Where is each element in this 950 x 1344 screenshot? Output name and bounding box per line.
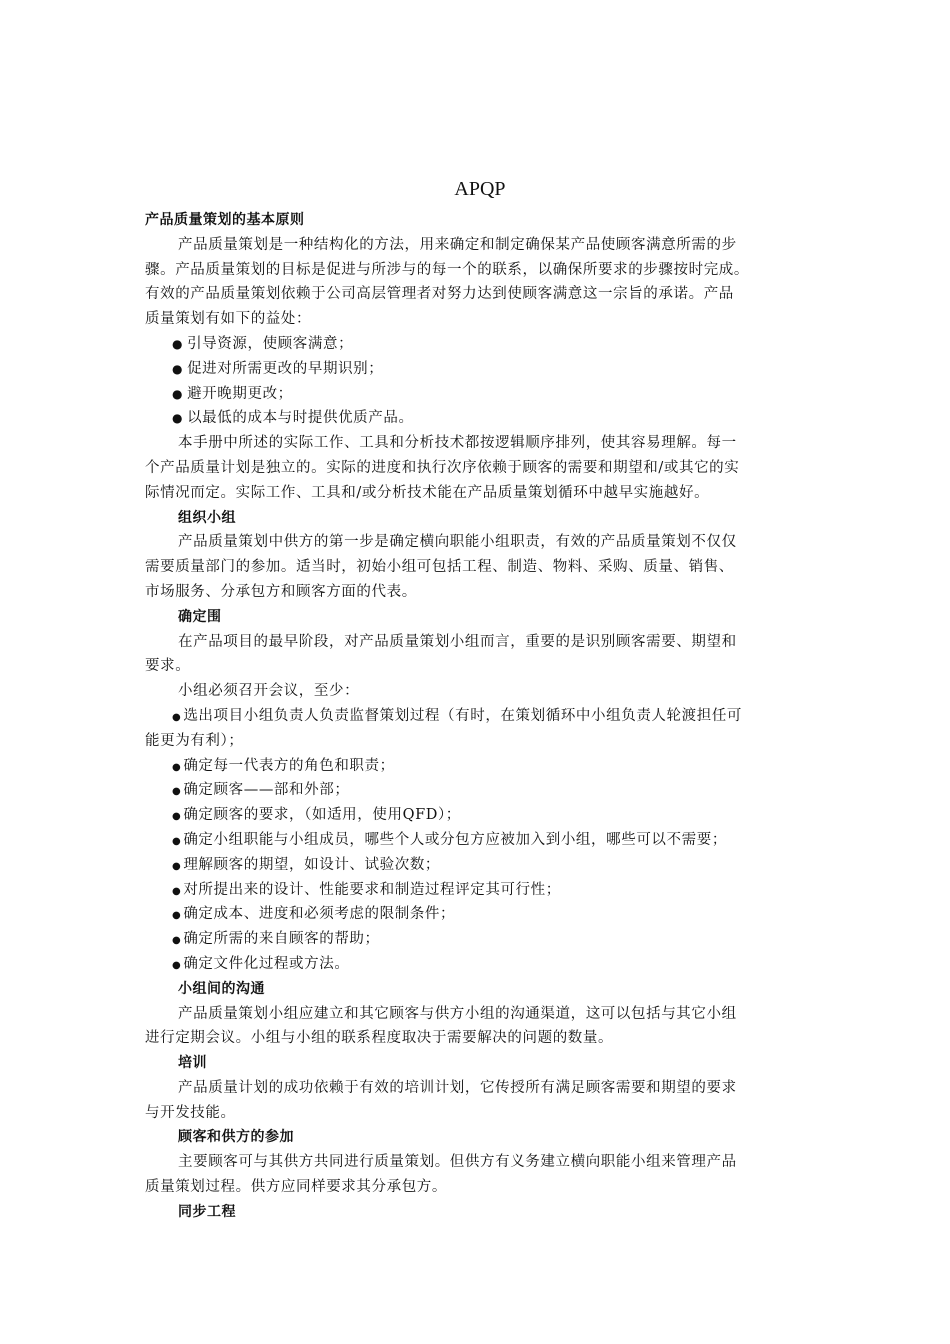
meeting-item xyxy=(145,778,815,803)
meeting-text: 确定每一代表方的角色和职责； xyxy=(183,757,395,774)
paragraph-line: 进行定期会议。小组与小组的联系程度取决于需要解决的问题的数量。 xyxy=(145,1030,614,1047)
paragraph-line: 需要质量部门的参加。适当时，初始小组可包括工程、制造、物料、采购、质量、销售、 xyxy=(145,559,734,576)
paragraph-line: 产品质量策划小组应建立和其它顾客与供方小组的沟通渠道，这可以包括与其它小组 xyxy=(178,1005,737,1022)
benefit-item xyxy=(145,357,815,382)
benefit-text: 以最低的成本与时提供优质产品。 xyxy=(187,410,414,427)
paragraph-line: 小组必须召开会议，至少： xyxy=(178,683,360,700)
paragraph-line: 有效的产品质量策划依赖于公司高层管理者对努力达到使顾客满意这一宗旨的承诺。产品 xyxy=(145,286,734,303)
bullet-icon: ● xyxy=(172,411,184,426)
section-heading-principles: 产品质量策划的基本原则 xyxy=(145,212,305,228)
meeting-item xyxy=(145,803,815,828)
document-page xyxy=(145,170,815,1225)
bullet-icon: ● xyxy=(172,860,182,872)
meeting-item xyxy=(145,828,815,853)
paragraph-line: 骤。产品质量策划的目标是促进与所涉与的每一个的联系，以确保所要求的步骤按时完成。 xyxy=(145,261,749,278)
paragraph-line: 质量策划有如下的益处： xyxy=(145,311,312,328)
paragraph-line: 要求。 xyxy=(145,658,191,675)
meeting-text: 确定顾客的要求，（如适用，使用QFD）； xyxy=(183,807,461,824)
paragraph-line: 个产品质量计划是独立的。实际的进度和执行次序依赖于顾客的需要和期望和/或其它的实 xyxy=(145,459,740,476)
benefit-item xyxy=(145,406,815,431)
bullet-icon: ● xyxy=(172,361,184,376)
bullet-icon: ● xyxy=(172,786,182,798)
bullet-icon: ● xyxy=(172,386,184,401)
meeting-text: 确定小组职能与小组成员，哪些个人或分包方应被加入到小组，哪些可以不需要； xyxy=(183,831,727,848)
bullet-icon: ● xyxy=(172,336,184,351)
meeting-item xyxy=(145,853,815,878)
meeting-item xyxy=(145,952,815,977)
meeting-text: 确定所需的来自顾客的帮助； xyxy=(183,931,380,948)
paragraph-line: 与开发技能。 xyxy=(145,1104,236,1121)
section-heading-concurrent-engineering: 同步工程 xyxy=(178,1203,236,1220)
bullet-icon: ● xyxy=(172,835,182,847)
paragraph-line: 际情况而定。实际工作、工具和/或分析技术能在产品质量策划循环中越早实施越好。 xyxy=(145,484,710,501)
paragraph-line: 产品质量计划的成功依赖于有效的培训计划，它传授所有满足顾客需要和期望的要求 xyxy=(178,1079,737,1096)
bullet-icon: ● xyxy=(172,935,182,947)
section-heading-training: 培训 xyxy=(178,1055,207,1072)
paragraph-line: 市场服务、分承包方和顾客方面的代表。 xyxy=(145,583,417,600)
meeting-text: 理解顾客的期望，如设计、试验次数； xyxy=(183,856,441,873)
paragraph-line: 在产品项目的最早阶段，对产品质量策划小组而言，重要的是识别顾客需要、期望和 xyxy=(178,633,737,650)
benefit-text: 避开晚期更改； xyxy=(187,385,293,402)
section-heading-communication: 小组间的沟通 xyxy=(178,980,265,997)
bullet-icon: ● xyxy=(172,910,182,922)
document-title: APQP xyxy=(454,178,506,200)
bullet-icon: ● xyxy=(172,811,182,823)
paragraph-line: 主要顾客可与其供方共同进行质量策划。但供方有义务建立横向职能小组来管理产品 xyxy=(178,1154,737,1171)
bullet-icon: ● xyxy=(172,959,182,971)
paragraph-line: 本手册中所述的实际工作、工具和分析技术都按逻辑顺序排列，使其容易理解。每一 xyxy=(178,435,737,452)
benefit-item xyxy=(145,382,815,407)
benefit-text: 促进对所需更改的早期识别； xyxy=(187,360,384,377)
bullet-icon: ● xyxy=(172,885,182,897)
paragraph-line: 产品质量策划是一种结构化的方法，用来确定和制定确保某产品使顾客满意所需的步 xyxy=(178,236,737,253)
benefit-text: 引导资源，使顾客满意； xyxy=(187,335,354,352)
meeting-text: 确定顾客——部和外部； xyxy=(183,782,350,799)
meeting-text: 对所提出来的设计、性能要求和制造过程评定其可行性； xyxy=(183,881,561,898)
paragraph-line: 产品质量策划中供方的第一步是确定横向职能小组职责，有效的产品质量策划不仅仅 xyxy=(178,534,737,551)
meeting-text: 确定成本、进度和必须考虑的限制条件； xyxy=(183,906,456,923)
meeting-text: 选出项目小组负责人负责监督策划过程（有时，在策划循环中小组负责人轮渡担任可 xyxy=(183,707,743,724)
meeting-item xyxy=(145,878,815,903)
section-heading-team: 组织小组 xyxy=(178,509,236,526)
section-heading-participation: 顾客和供方的参加 xyxy=(178,1129,294,1146)
paragraph-line: 能更为有利）； xyxy=(145,732,244,749)
meeting-item xyxy=(145,902,815,927)
bullet-icon: ● xyxy=(172,711,182,723)
meeting-item xyxy=(145,927,815,952)
meeting-item xyxy=(145,704,815,729)
section-heading-scope: 确定围 xyxy=(178,608,222,625)
meeting-item xyxy=(145,754,815,779)
paragraph-line: 质量策划过程。供方应同样要求其分承包方。 xyxy=(145,1179,447,1196)
bullet-icon: ● xyxy=(172,761,182,773)
benefit-item xyxy=(145,332,815,357)
meeting-text: 确定文件化过程或方法。 xyxy=(183,955,350,972)
